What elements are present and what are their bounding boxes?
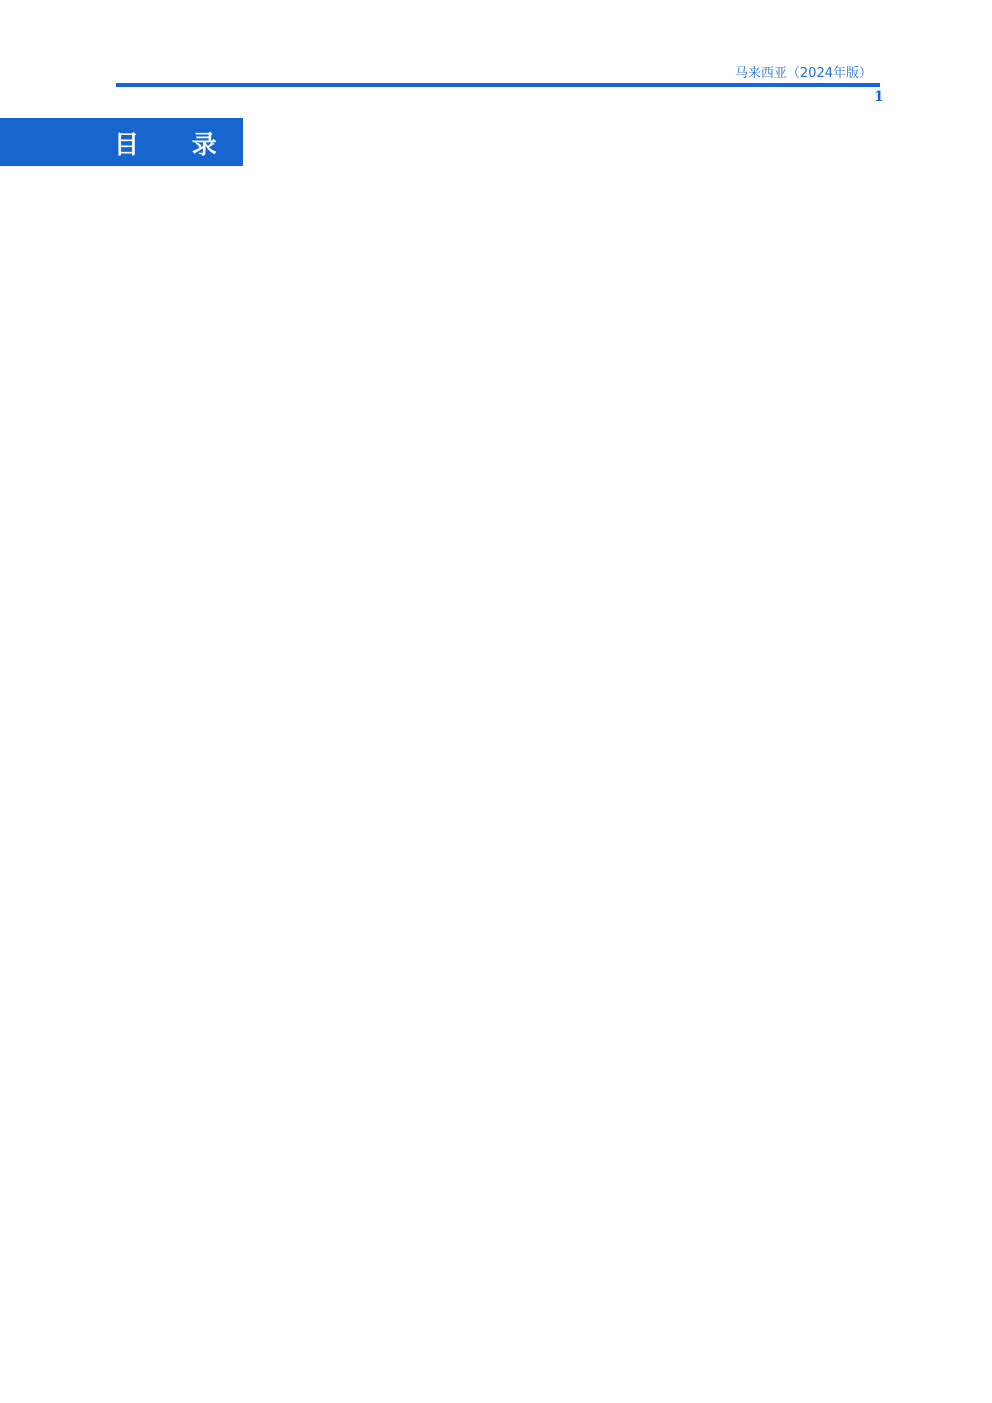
toc-banner (0, 118, 243, 166)
header-rule (116, 83, 880, 87)
page-number: 1 (874, 89, 884, 105)
document-header-title: 马来西亚（2024年版） (734, 66, 872, 81)
toc-heading: 目 录 (114, 130, 239, 159)
